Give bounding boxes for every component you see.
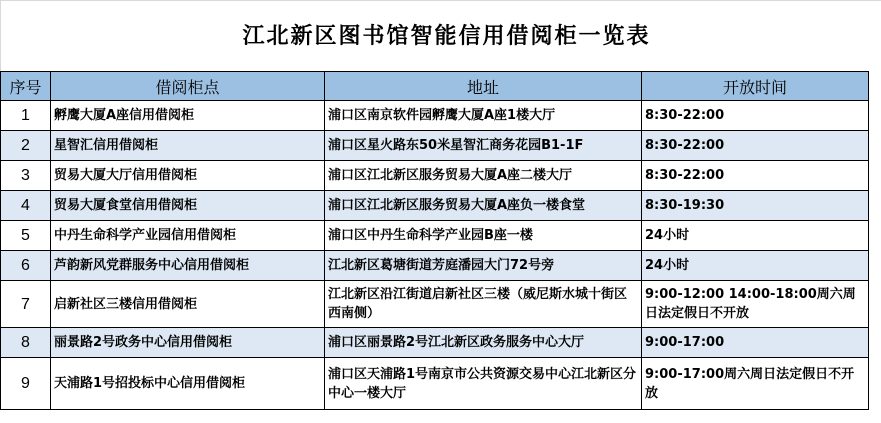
table-row [1, 161, 869, 191]
table-row [1, 281, 869, 328]
row-index: 4 [1, 191, 51, 221]
header-row [1, 72, 869, 101]
row-address: 浦口区丽景路2号江北新区政务服务中心大厅 [325, 328, 642, 358]
row-name: 星智汇信用借阅柜 [51, 131, 325, 161]
row-address: 浦口区南京软件园孵鹰大厦A座1楼大厅 [325, 101, 642, 131]
row-address: 浦口区天浦路1号南京市公共资源交易中心江北新区分中心一楼大厅 [325, 358, 642, 410]
table-row [1, 358, 869, 410]
row-name: 中丹生命科学产业园信用借阅柜 [51, 221, 325, 251]
row-hours: 8:30-22:00 [642, 101, 869, 131]
table-row [1, 221, 869, 251]
header-hours: 开放时间 [642, 72, 869, 101]
sheet-title: 江北新区图书馆智能信用借阅柜一览表 [242, 23, 651, 49]
row-index: 6 [1, 251, 51, 281]
row-hours: 9:00-12:00 14:00-18:00周六周日法定假日不开放 [642, 281, 869, 328]
row-index: 2 [1, 131, 51, 161]
row-name: 天浦路1号招投标中心信用借阅柜 [51, 358, 325, 410]
row-hours: 8:30-22:00 [642, 131, 869, 161]
row-name: 芦韵新风党群服务中心信用借阅柜 [51, 251, 325, 281]
row-address: 江北新区葛塘街道芳庭潘园大门72号旁 [325, 251, 642, 281]
row-hours: 24小时 [642, 251, 869, 281]
table-row [1, 191, 869, 221]
locker-table [0, 71, 869, 410]
row-index: 3 [1, 161, 51, 191]
row-address-cell [325, 191, 642, 221]
row-hours: 8:30-19:30 [642, 191, 869, 221]
row-address: 江北新区沿江街道启新社区三楼（威尼斯水城十街区西南侧） [325, 281, 642, 328]
row-name: 孵鹰大厦A座信用借阅柜 [51, 101, 325, 131]
header-index: 序号 [1, 72, 51, 101]
row-hours: 24小时 [642, 221, 869, 251]
table-row [1, 328, 869, 358]
table-row [1, 131, 869, 161]
row-name: 丽景路2号政务中心信用借阅柜 [51, 328, 325, 358]
row-index: 1 [1, 101, 51, 131]
row-name: 贸易大厦大厅信用借阅柜 [51, 161, 325, 191]
header-address: 地址 [325, 72, 642, 101]
header-name: 借阅柜点 [51, 72, 325, 101]
row-hours: 9:00-17:00周六周日法定假日不开放 [642, 358, 869, 410]
row-name: 启新社区三楼信用借阅柜 [51, 281, 325, 328]
row-address: 浦口区中丹生命科学产业园B座一楼 [325, 221, 642, 251]
row-index: 9 [1, 358, 51, 410]
row-address: 浦口区江北新区服务贸易大厦A座二楼大厅 [325, 161, 642, 191]
row-index: 8 [1, 328, 51, 358]
row-address: 浦口区江北新区服务贸易大厦A座负一楼食堂 [328, 198, 586, 213]
row-index: 5 [1, 221, 51, 251]
table-row [1, 101, 869, 131]
row-hours: 8:30-22:00 [642, 161, 869, 191]
row-index: 7 [1, 281, 51, 328]
title-row [0, 0, 881, 72]
table-row [1, 251, 869, 281]
row-name: 贸易大厦食堂信用借阅柜 [51, 191, 325, 221]
row-address: 浦口区星火路东50米星智汇商务花园B1-1F [325, 131, 642, 161]
row-hours: 9:00-17:00 [642, 328, 869, 358]
